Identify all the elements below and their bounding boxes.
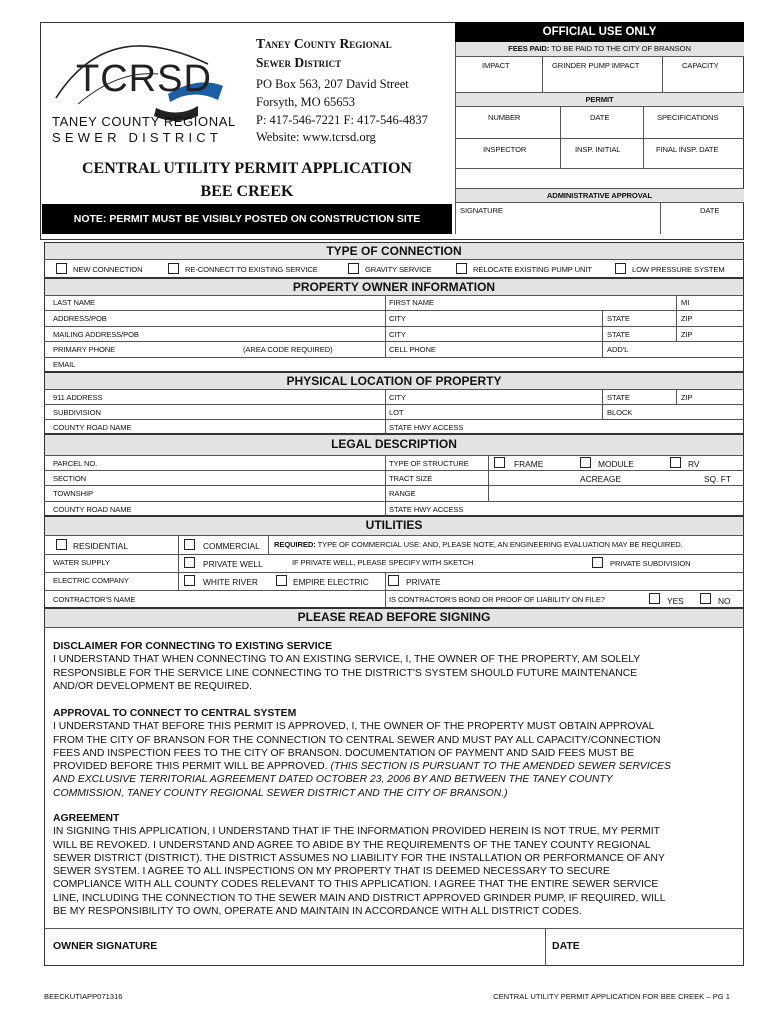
approval-text (53, 707, 743, 800)
contractor-name-label: CONTRACTOR'S NAME (53, 595, 136, 604)
rule (542, 56, 543, 92)
agreement-line: SEWER SYSTEM. I AGREE TO ALL INSPECTIONS ON MY PROPERTY THAT IS DEEMED NECESSARY TO SECURE (53, 866, 610, 878)
rule (455, 188, 744, 189)
agreement-line: IN SIGNING THIS APPLICATION, I UNDERSTAND THAT IF THE INFORMATION PROVIDED HEREIN IS NOT TRUE, MY PERMIT (53, 826, 660, 838)
rule (44, 627, 744, 628)
private-subdivision-checkbox[interactable] (592, 557, 603, 568)
structure-type-label: TYPE OF STRUCTURE (389, 459, 469, 468)
mailing-address-label: MAILING ADDRESS/POB (53, 330, 139, 339)
tract-size-label: TRACT SIZE (389, 474, 433, 483)
new-connection-label: NEW CONNECTION (73, 265, 143, 274)
relocate-pump-checkbox[interactable] (456, 263, 467, 274)
utilities-header: UTILITIES (365, 518, 423, 532)
permit-date-label: DATE (590, 113, 610, 122)
new-connection-checkbox[interactable] (56, 263, 67, 274)
bond-yes-label: YES (667, 596, 684, 606)
rule (44, 928, 744, 929)
inspector-label: INSPECTOR (483, 145, 527, 154)
bond-no-checkbox[interactable] (700, 593, 711, 604)
rule (44, 295, 744, 296)
agreement-line: COMPLIANCE WITH ALL COUNTY CODES RELEVANT TO THIS APPLICATION. I AGREE THAT THE ENTIRE SEWER SERVICE (53, 879, 659, 891)
capacity-label: CAPACITY (682, 61, 719, 70)
rule (455, 92, 744, 93)
reconnect-label: RE-CONNECT TO EXISTING SERVICE (185, 265, 318, 274)
addl-label: ADD'L (607, 345, 629, 354)
approval-line: FROM THE CITY OF BRANSON FOR THE CONNECTION TO CENTRAL SEWER AND MUST PAY ALL CAPACITY/CONNECTION (53, 734, 661, 746)
footer-form-code: BEECKUTIAPP071316 (44, 992, 123, 1001)
section-label: SECTION (53, 474, 87, 483)
township-label: TOWNSHIP (53, 489, 93, 498)
rule (545, 928, 546, 966)
cell-phone-label: CELL PHONE (389, 345, 436, 354)
rule (455, 138, 744, 139)
rv-checkbox[interactable] (670, 457, 681, 468)
disclaimer-line: AND/OR DEVELOPMENT BE REQUIRED. (53, 680, 252, 692)
official-use-header: OFFICIAL USE ONLY (455, 22, 744, 42)
address911-label: 911 ADDRESS (53, 393, 103, 402)
agreement-line: BE MY RESPONSIBILITY TO OWN, OPERATE AND MAINTAIN IN ACCORDANCE WITH ALL DISTRICT CODES. (53, 906, 582, 918)
rule (488, 455, 489, 501)
empire-electric-label: EMPIRE ELECTRIC (293, 577, 369, 587)
reconnect-checkbox[interactable] (168, 263, 179, 274)
footer-page-label: CENTRAL UTILITY PERMIT APPLICATION FOR BEE CREEK – PG 1 (493, 992, 730, 1001)
location-county-road-label: COUNTY ROAD NAME (53, 423, 132, 432)
required-note: REQUIRED: TYPE OF COMMERCIAL USE: AND, PLEASE NOTE, AN ENGINEERING EVALUATION MAY BE REQUIRED. (274, 540, 683, 549)
disclaimer-line: RESPONSIBLE FOR THE SERVICE LINE CONNECTING TO THE DISTRICT'S SYSTEM SHOULD FUTURE MAINTENANCE (53, 667, 638, 679)
residential-label: RESIDENTIAL (73, 541, 128, 551)
last-name-label: LAST NAME (53, 298, 96, 307)
rule (268, 535, 269, 554)
owner-header: PROPERTY OWNER INFORMATION (292, 280, 496, 294)
location-city-label: CITY (389, 393, 406, 402)
owner-date-label: DATE (552, 940, 580, 952)
owner-signature-field[interactable] (160, 932, 540, 962)
zip-label: ZIP (681, 314, 693, 323)
private-well-note: IF PRIVATE WELL, PLEASE SPECIFY WITH SKETCH (292, 558, 474, 567)
address-label: ADDRESS/POB (53, 314, 107, 323)
relocate-pump-label: RELOCATE EXISTING PUMP UNIT (473, 265, 592, 274)
location-header: PHYSICAL LOCATION OF PROPERTY (286, 374, 502, 388)
approval-line: COMMISSION, TANEY COUNTY REGIONAL SEWER DISTRICT AND THE CITY OF BRANSON.) (53, 787, 508, 799)
rule (44, 389, 744, 390)
rule (455, 202, 744, 203)
rule (643, 106, 644, 168)
owner-date-field[interactable] (590, 932, 740, 962)
private-well-label: PRIVATE WELL (203, 559, 263, 569)
page-subtitle: BEE CREEK (200, 183, 294, 200)
read-header: PLEASE READ BEFORE SIGNING (297, 610, 491, 624)
org-website: Website: www.tcrsd.org (256, 130, 376, 144)
range-label: RANGE (389, 489, 416, 498)
logo-line2: SEWER DISTRICT (52, 130, 223, 145)
legal-county-road-label: COUNTY ROAD NAME (53, 505, 132, 514)
fees-paid-text: FEES PAID: TO BE PAID TO THE CITY OF BRANSON (508, 44, 691, 53)
rule (178, 535, 179, 590)
gravity-service-checkbox[interactable] (348, 263, 359, 274)
private-electric-checkbox[interactable] (388, 575, 399, 586)
logo-line1: TANEY COUNTY REGIONAL (52, 114, 236, 129)
disclaimer-title: DISCLAIMER FOR CONNECTING TO EXISTING SERVICE (53, 641, 333, 652)
owner-signature-label: OWNER SIGNATURE (53, 940, 158, 952)
white-river-label: WHITE RIVER (203, 577, 258, 587)
mailing-state-label: STATE (607, 330, 630, 339)
rule (44, 554, 744, 555)
rule (602, 389, 603, 419)
first-name-label: FIRST NAME (389, 298, 434, 307)
rule (44, 485, 744, 486)
disclaimer-line: I UNDERSTAND THAT WHEN CONNECTING TO AN EXISTING SERVICE, I, THE OWNER OF THE PROPERTY, AM SOLELY (53, 654, 641, 666)
permit-label: PERMIT (585, 95, 614, 104)
connection-header: TYPE OF CONNECTION (326, 244, 462, 258)
location-state-hwy-label: STATE HWY ACCESS (389, 423, 464, 432)
rule (44, 419, 744, 420)
private-subdivision-label: PRIVATE SUBDIVISION (610, 559, 691, 568)
grinder-label: GRINDER PUMP IMPACT (552, 61, 640, 70)
private-electric-label: PRIVATE (406, 577, 441, 587)
rule (385, 295, 386, 357)
private-well-checkbox[interactable] (184, 557, 195, 568)
signature-label: SIGNATURE (460, 206, 503, 215)
subdivision-label: SUBDIVISION (53, 408, 101, 417)
admin-approval-label: ADMINISTRATIVE APPROVAL (546, 191, 653, 200)
agreement-line: LINE, INCLUDING THE CONNECTION TO THE SEWER MAIN AND DISTRICT APPROVED GRINDER PUMP, IF REQUIRED, WILL (53, 892, 666, 904)
mi-label: MI (681, 298, 690, 307)
rule (676, 389, 677, 404)
org-phone: P: 417-546-7221 F: 417-546-4837 (256, 113, 428, 127)
rule (385, 572, 386, 608)
approval-line: FEES AND INSPECTION FEES TO THE CITY OF BRANSON. DOCUMENTATION OF PAYMENT AND SAID FEES MUST BE (53, 747, 635, 759)
rule (660, 202, 661, 234)
module-checkbox[interactable] (580, 457, 591, 468)
location-zip-label: ZIP (681, 393, 693, 402)
bond-question: IS CONTRACTOR'S BOND OR PROOF OF LIABILITY ON FILE? (389, 595, 605, 604)
disclaimer-text (53, 640, 743, 693)
rule (44, 326, 744, 327)
rule (676, 295, 677, 342)
frame-checkbox[interactable] (494, 457, 505, 468)
rule (560, 106, 561, 168)
legal-header: LEGAL DESCRIPTION (331, 437, 457, 451)
insp-initial-label: INSP. INITIAL (575, 145, 621, 154)
rule (44, 470, 744, 471)
module-label: MODULE (598, 459, 634, 469)
city-label: CITY (389, 314, 406, 323)
electric-company-label: ELECTRIC COMPANY (53, 576, 129, 585)
rule (455, 56, 744, 57)
rule (44, 259, 744, 260)
frame-label: FRAME (514, 459, 544, 469)
agreement-line: WILL BE REVOKED. I UNDERSTAND AND AGREE TO ABIDE BY THE REQUIREMENTS OF THE TANEY COUNTY REGIONAL (53, 839, 651, 851)
admin-signature-field[interactable] (460, 213, 656, 231)
agreement-line: SEWER DISTRICT (DISTRICT). THE DISTRICT ASSUMES NO LIABILITY FOR THE INSTALLATION OR PERFORMANCE OF ANY (53, 852, 665, 864)
bond-no-label: NO (718, 596, 731, 606)
number-label: NUMBER (488, 113, 521, 122)
legal-state-hwy-label: STATE HWY ACCESS (389, 505, 464, 514)
agreement-title: AGREEMENT (53, 813, 120, 824)
parcel-label: PARCEL NO. (53, 459, 98, 468)
approval-title: APPROVAL TO CONNECT TO CENTRAL SYSTEM (53, 708, 297, 719)
admin-date-field[interactable] (664, 213, 740, 231)
org-name-line2: Sewer District (256, 55, 342, 70)
rule (44, 572, 744, 573)
sqft-label: SQ. FT (704, 474, 731, 484)
empire-electric-checkbox[interactable] (276, 575, 287, 586)
logo-initials: TCRSD (76, 58, 212, 100)
state-label: STATE (607, 314, 630, 323)
approval-line: PROVIDED BEFORE THIS PERMIT WILL BE APPROVED. (THIS SECTION IS PURSUANT TO THE AMENDED SEWER SERVICES (53, 761, 671, 773)
rule (455, 106, 744, 107)
rule (455, 168, 744, 169)
specifications-label: SPECIFICATIONS (657, 113, 719, 122)
gravity-service-label: GRAVITY SERVICE (365, 265, 432, 274)
rule (44, 357, 744, 358)
primary-phone-label: PRIMARY PHONE (53, 345, 116, 354)
rule (385, 389, 386, 434)
org-address1: PO Box 563, 207 David Street (256, 77, 409, 91)
impact-label: IMPACT (482, 61, 510, 70)
commercial-checkbox[interactable] (184, 539, 195, 550)
final-insp-label: FINAL INSP. DATE (656, 145, 719, 154)
mailing-city-label: CITY (389, 330, 406, 339)
page-title: CENTRAL UTILITY PERMIT APPLICATION (82, 160, 412, 177)
admin-date-label: DATE (700, 206, 720, 215)
acreage-label: ACREAGE (580, 474, 621, 484)
lot-label: LOT (389, 408, 404, 417)
rule (385, 455, 386, 516)
rv-label: RV (688, 459, 700, 469)
mailing-zip-label: ZIP (681, 330, 693, 339)
rule (662, 56, 663, 92)
low-pressure-label: LOW PRESSURE SYSTEM (632, 265, 725, 274)
rule (44, 455, 744, 456)
approval-line: AND EXCLUSIVE TERRITORIAL AGREEMENT DATED OCTOBER 23, 2006 BY AND BETWEEN THE TANEY COUNTY (53, 774, 613, 786)
bond-yes-checkbox[interactable] (649, 593, 660, 604)
location-state-label: STATE (607, 393, 630, 402)
area-code-note: (AREA CODE REQUIRED) (243, 345, 333, 354)
org-name-line1: Taney County Regional (256, 36, 392, 51)
rule (44, 404, 744, 405)
rule (44, 310, 744, 311)
rule (44, 590, 744, 591)
posting-note: NOTE: PERMIT MUST BE VISIBLY POSTED ON CONSTRUCTION SITE (42, 204, 452, 234)
low-pressure-checkbox[interactable] (615, 263, 626, 274)
white-river-checkbox[interactable] (184, 575, 195, 586)
residential-checkbox[interactable] (56, 539, 67, 550)
commercial-label: COMMERCIAL (203, 541, 260, 551)
rule (602, 310, 603, 357)
water-supply-label: WATER SUPPLY (53, 558, 110, 567)
block-label: BLOCK (607, 408, 633, 417)
email-label: EMAIL (53, 360, 76, 369)
rule (44, 501, 744, 502)
org-address2: Forsyth, MO 65653 (256, 95, 355, 109)
rule (44, 341, 744, 342)
agreement-text (53, 812, 743, 918)
rule (44, 535, 744, 536)
approval-line: I UNDERSTAND THAT BEFORE THIS PERMIT IS APPROVED, I, THE OWNER OF THE PROPERTY MUST OBTAIN APPROVAL (53, 721, 655, 733)
